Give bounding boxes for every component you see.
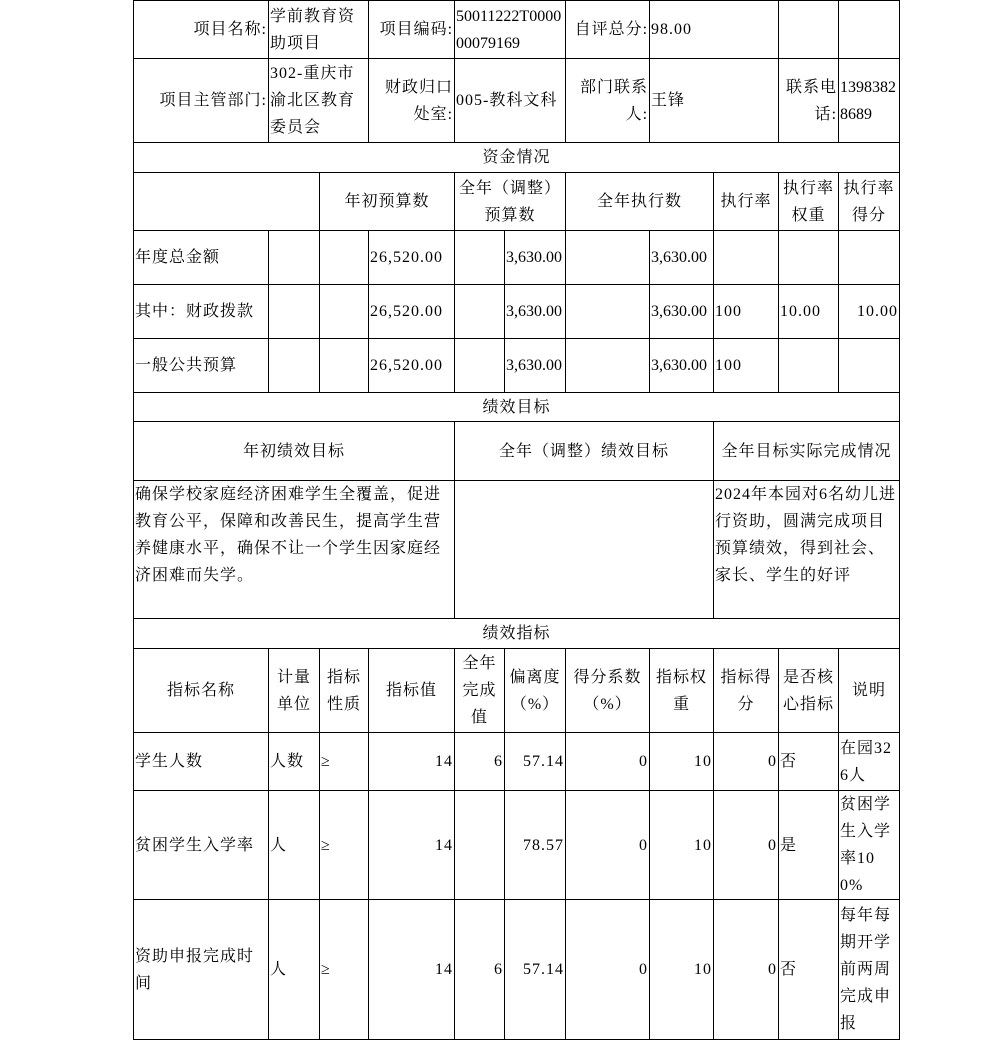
indicator-note: 每年每期开学前两周完成申报 (839, 900, 900, 1040)
initial-budget: 26,520.00 (369, 339, 455, 393)
indicator-weight: 10 (650, 900, 714, 1040)
initial-goal: 确保学校家庭经济困难学生全覆盖，促进教育公平，保障和改善民生，提高学生营养健康水平，确保不让一个学生因家庭经济困难而失学。 (134, 481, 455, 619)
indicator-actual (455, 791, 505, 900)
goals-section-title: 绩效目标 (134, 393, 900, 422)
self-score: 98.00 (650, 1, 779, 59)
indicator-core: 否 (779, 900, 839, 1040)
indicator-actual: 6 (455, 733, 505, 791)
indicator-unit: 人 (269, 791, 320, 900)
adjusted-goal (455, 481, 714, 619)
indicator-header: 得分系数（%） (566, 649, 650, 733)
funds-header: 执行率得分 (839, 173, 900, 231)
funds-header: 全年执行数 (566, 173, 714, 231)
indicator-row (134, 900, 900, 1040)
indicator-deviation: 57.14 (505, 900, 566, 1040)
indicator-header: 说明 (839, 649, 900, 733)
indicators-header-row (134, 649, 900, 733)
indicator-deviation: 57.14 (505, 733, 566, 791)
goals-header: 全年（调整）绩效目标 (455, 422, 714, 481)
indicator-header: 偏离度（%） (505, 649, 566, 733)
dept: 302-重庆市渝北区教育委员会 (269, 59, 369, 143)
rate-score: 10.00 (839, 285, 900, 339)
indicator-header: 指标权重 (650, 649, 714, 733)
funds-header: 全年（调整）预算数 (455, 173, 566, 231)
self-score-label: 自评总分: (566, 1, 650, 59)
executed-amount: 3,630.00 (650, 339, 714, 393)
indicator-header: 计量单位 (269, 649, 320, 733)
indicator-nature: ≥ (320, 900, 369, 1040)
indicator-score: 0 (714, 900, 779, 1040)
indicator-target: 14 (369, 733, 455, 791)
funds-header: 执行率 (714, 173, 779, 231)
indicator-target: 14 (369, 791, 455, 900)
indicator-weight: 10 (650, 791, 714, 900)
project-code-label: 项目编码: (369, 1, 455, 59)
rate-weight (779, 231, 839, 285)
performance-evaluation-table (133, 0, 900, 1040)
indicator-nature: ≥ (320, 791, 369, 900)
project-code: 50011222T000000079169 (455, 1, 566, 59)
indicator-name: 贫困学生入学率 (134, 791, 269, 900)
indicator-header: 指标名称 (134, 649, 269, 733)
indicator-note: 贫困学生入学率100% (839, 791, 900, 900)
indicator-unit: 人数 (269, 733, 320, 791)
executed-amount: 3,630.00 (650, 231, 714, 285)
finance-office: 005-教科文科 (455, 59, 566, 143)
funds-section-title: 资金情况 (134, 143, 900, 173)
funds-header: 执行率权重 (779, 173, 839, 231)
indicator-core: 否 (779, 733, 839, 791)
funds-row (134, 285, 900, 339)
indicator-header: 指标值 (369, 649, 455, 733)
project-name: 学前教育资助项目 (269, 1, 369, 59)
indicator-deviation: 78.57 (505, 791, 566, 900)
indicator-weight: 10 (650, 733, 714, 791)
empty-cell (839, 1, 900, 59)
funds-row-label: 其中：财政拨款 (134, 285, 269, 339)
empty-cell (134, 173, 320, 231)
indicator-unit: 人 (269, 900, 320, 1040)
adjusted-budget: 3,630.00 (505, 339, 566, 393)
indicator-row (134, 733, 900, 791)
indicator-coefficient: 0 (566, 900, 650, 1040)
indicator-header: 指标性质 (320, 649, 369, 733)
indicator-coefficient: 0 (566, 791, 650, 900)
indicator-note: 在园326人 (839, 733, 900, 791)
funds-header-row (134, 173, 900, 231)
actual-completion: 2024年本园对6名幼儿进行资助，圆满完成项目预算绩效，得到社会、家长、学生的好评 (714, 481, 900, 619)
funds-row (134, 339, 900, 393)
indicator-nature: ≥ (320, 733, 369, 791)
indicator-coefficient: 0 (566, 733, 650, 791)
contact-label: 部门联系人: (566, 59, 650, 143)
indicator-name: 学生人数 (134, 733, 269, 791)
rate-score (839, 231, 900, 285)
project-name-label: 项目名称: (134, 1, 269, 59)
goals-content-row (134, 481, 900, 619)
dept-label: 项目主管部门: (134, 59, 269, 143)
adjusted-budget: 3,630.00 (505, 231, 566, 285)
indicator-score: 0 (714, 791, 779, 900)
goals-header-row (134, 422, 900, 481)
phone-label: 联系电话: (779, 59, 839, 143)
indicator-header: 是否核心指标 (779, 649, 839, 733)
funds-header: 年初预算数 (320, 173, 455, 231)
initial-budget: 26,520.00 (369, 231, 455, 285)
adjusted-budget: 3,630.00 (505, 285, 566, 339)
funds-row-label: 一般公共预算 (134, 339, 269, 393)
funds-row (134, 231, 900, 285)
funds-row-label: 年度总金额 (134, 231, 269, 285)
indicator-name: 资助申报完成时间 (134, 900, 269, 1040)
indicator-score: 0 (714, 733, 779, 791)
initial-budget: 26,520.00 (369, 285, 455, 339)
indicator-core: 是 (779, 791, 839, 900)
finance-office-label: 财政归口处室: (369, 59, 455, 143)
indicator-header: 全年完成值 (455, 649, 505, 733)
indicators-section-title: 绩效指标 (134, 619, 900, 649)
goals-header: 年初绩效目标 (134, 422, 455, 481)
indicator-actual: 6 (455, 900, 505, 1040)
execution-rate: 100 (714, 285, 779, 339)
executed-amount: 3,630.00 (650, 285, 714, 339)
rate-score (839, 339, 900, 393)
contact: 王锋 (650, 59, 779, 143)
phone: 13983828689 (839, 59, 900, 143)
info-row-2 (134, 59, 900, 143)
goals-header: 全年目标实际完成情况 (714, 422, 900, 481)
indicator-target: 14 (369, 900, 455, 1040)
execution-rate (714, 231, 779, 285)
empty-cell (779, 1, 839, 59)
indicator-row (134, 791, 900, 900)
info-row-1 (134, 1, 900, 59)
rate-weight (779, 339, 839, 393)
rate-weight: 10.00 (779, 285, 839, 339)
indicator-header: 指标得分 (714, 649, 779, 733)
execution-rate: 100 (714, 339, 779, 393)
